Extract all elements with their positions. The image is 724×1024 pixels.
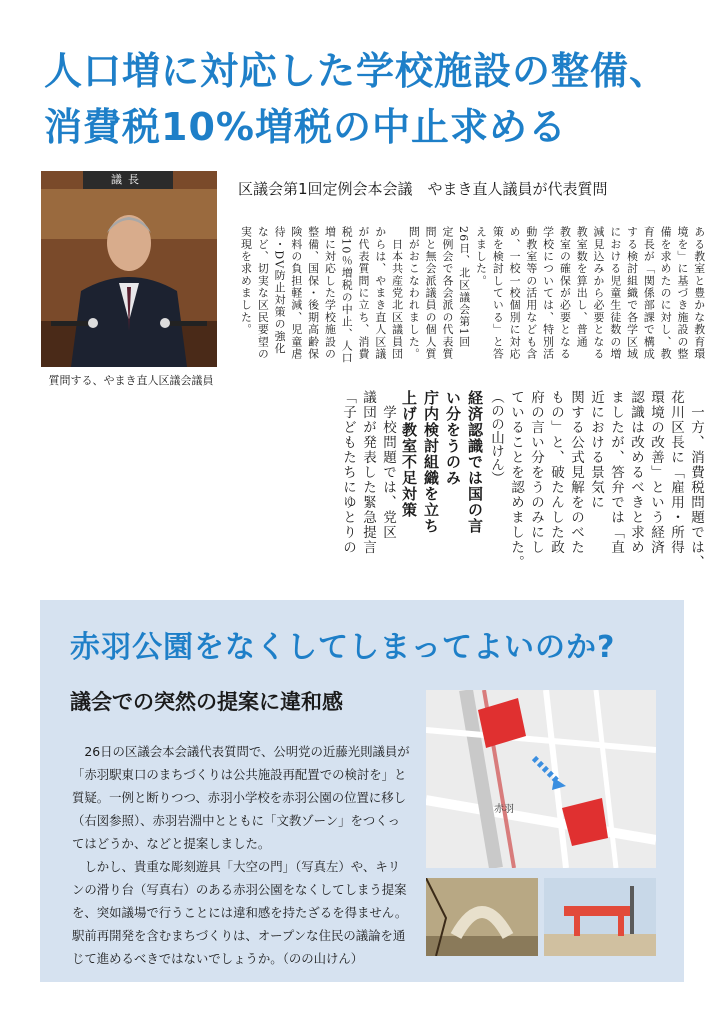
article1-column-group-2 xyxy=(338,390,706,580)
body-line: など、切実な区民要望の xyxy=(255,226,268,361)
body-line: 「子どもたちにゆとりの xyxy=(340,390,356,555)
body-line: 花川区長に「雇用・所得 xyxy=(668,390,684,555)
body-line: 減見込みから必要となる xyxy=(591,226,604,361)
body-line: 整備、国保・後期高齢保 xyxy=(305,226,319,361)
park-article-title: 赤羽公園をなくしてしまってよいのか? xyxy=(70,630,616,665)
body-line: 近における景気に xyxy=(588,390,604,510)
headline-line2: 消費税10%増税の中止求める xyxy=(44,105,567,149)
speaker-photo xyxy=(41,171,217,367)
section-heading: 経済認識では国の言 xyxy=(466,390,484,534)
body-line: 学校問題では、党区 xyxy=(380,390,396,540)
body-line: えました。 xyxy=(473,226,487,287)
body-line: 動教室等の活用なども含 xyxy=(523,226,537,361)
body-line: 備を求めたのに対し、教 xyxy=(658,226,671,361)
body-line: 問がおこなわれました。 xyxy=(406,226,419,361)
body-line: 教室の確保が必要となる xyxy=(557,226,571,361)
body-line: 議団が発表した緊急提言 xyxy=(360,390,376,555)
body-line: 府の言い分をうのみにし xyxy=(528,390,544,555)
area-map xyxy=(426,690,656,868)
body-line: 税10％増税の中止、人口 xyxy=(339,226,352,365)
body-line: め、一校一校個別に対応 xyxy=(507,226,520,361)
body-line: 学校については、特別活 xyxy=(540,226,554,361)
headline-line1: 人口増に対応した学校施設の整備、 xyxy=(44,49,669,93)
section-heading: 庁内検討組織を立ち xyxy=(422,390,440,534)
body-line: 険料の負担軽減、児童虐 xyxy=(288,226,302,361)
photo-caption: 質問する、やまき直人区議会議員 xyxy=(48,374,214,387)
body-line: 定例会で各会派の代表質 xyxy=(439,226,453,361)
body-line: 26日、北区議会第1回 xyxy=(456,226,470,349)
body-line: 境を」に基づき施設の整 xyxy=(674,226,688,361)
article-subhead: 区議会第1回定例会本会議 やまき直人議員が代表質問 xyxy=(238,180,608,198)
body-line: 問と無会派議員の個人質 xyxy=(423,226,436,361)
body-line: 実現を求めました。 xyxy=(238,226,252,336)
body-line: 認識は改めるべきと求め xyxy=(628,390,644,555)
body-line: が代表質問に立ち、消費 xyxy=(356,226,369,361)
map-station-label: 赤羽 xyxy=(494,804,514,815)
body-line: 環境の改善」という経済 xyxy=(648,390,664,555)
sculpture-photo xyxy=(426,878,538,956)
nameplate: 議長 xyxy=(83,171,173,189)
park-para-1: 26日の区議会本会議代表質問で、公明党の近藤光則議員が「赤羽駅東口のまちづくりは公共施設再配置での検討を」と質疑。一例と断りつつ、赤羽小学校を赤羽公園の位置に移し（右図参照）、赤羽岩淵中とともに「文教ゾーン」をつくってはどうか、などと提案しました。 xyxy=(72,744,410,851)
body-line: からは、やまき直人区議 xyxy=(372,226,386,361)
section-heading: い分をうのみ xyxy=(444,390,462,486)
article-signature: （のの山けん） xyxy=(488,390,504,485)
body-line: 待・DV防止対策の強化 xyxy=(272,226,285,355)
article1-column-group-1 xyxy=(236,226,706,369)
body-line: 教室数を算出し、普通 xyxy=(574,226,587,348)
body-line: 一方、消費税問題では、 xyxy=(688,390,704,570)
body-line: 日本共産党北区議員団 xyxy=(389,226,403,361)
body-line: ましたが、答弁では「直 xyxy=(608,390,624,555)
park-para-2: しかし、貴重な彫刻遊具「大空の門」（写真左）や、キリンの滑り台（写真右）のある赤羽公園をなくしてしまう提案を、突如議場で行うことには違和感を持たざるを得ません。駅前再開発を含むまちづくりは、オープンな住民の議論を通じて進めるべきではないでしょうか。（のの山けん） xyxy=(72,859,408,966)
section-heading: 上げ教室不足対策 xyxy=(400,390,418,518)
park-article-subtitle: 議会での突然の提案に違和感 xyxy=(70,690,343,714)
body-line: 育長が「関係部課で構成 xyxy=(641,226,654,361)
body-line: ていることを認めました。 xyxy=(508,390,524,570)
body-line: 関する公式見解をのべた xyxy=(568,390,584,555)
body-line: における児童生徒数の増 xyxy=(607,226,621,361)
body-line: する検討組織で各学区域 xyxy=(624,226,638,361)
body-line: ある教室と豊かな教育環 xyxy=(691,226,705,361)
body-line: 増に対応した学校施設の xyxy=(322,226,336,361)
park-article-body xyxy=(72,740,412,970)
giraffe-slide-photo xyxy=(544,878,656,956)
body-line: もの」と、破たんした政 xyxy=(548,390,564,555)
body-line: 策を検討している」と答 xyxy=(490,226,503,361)
